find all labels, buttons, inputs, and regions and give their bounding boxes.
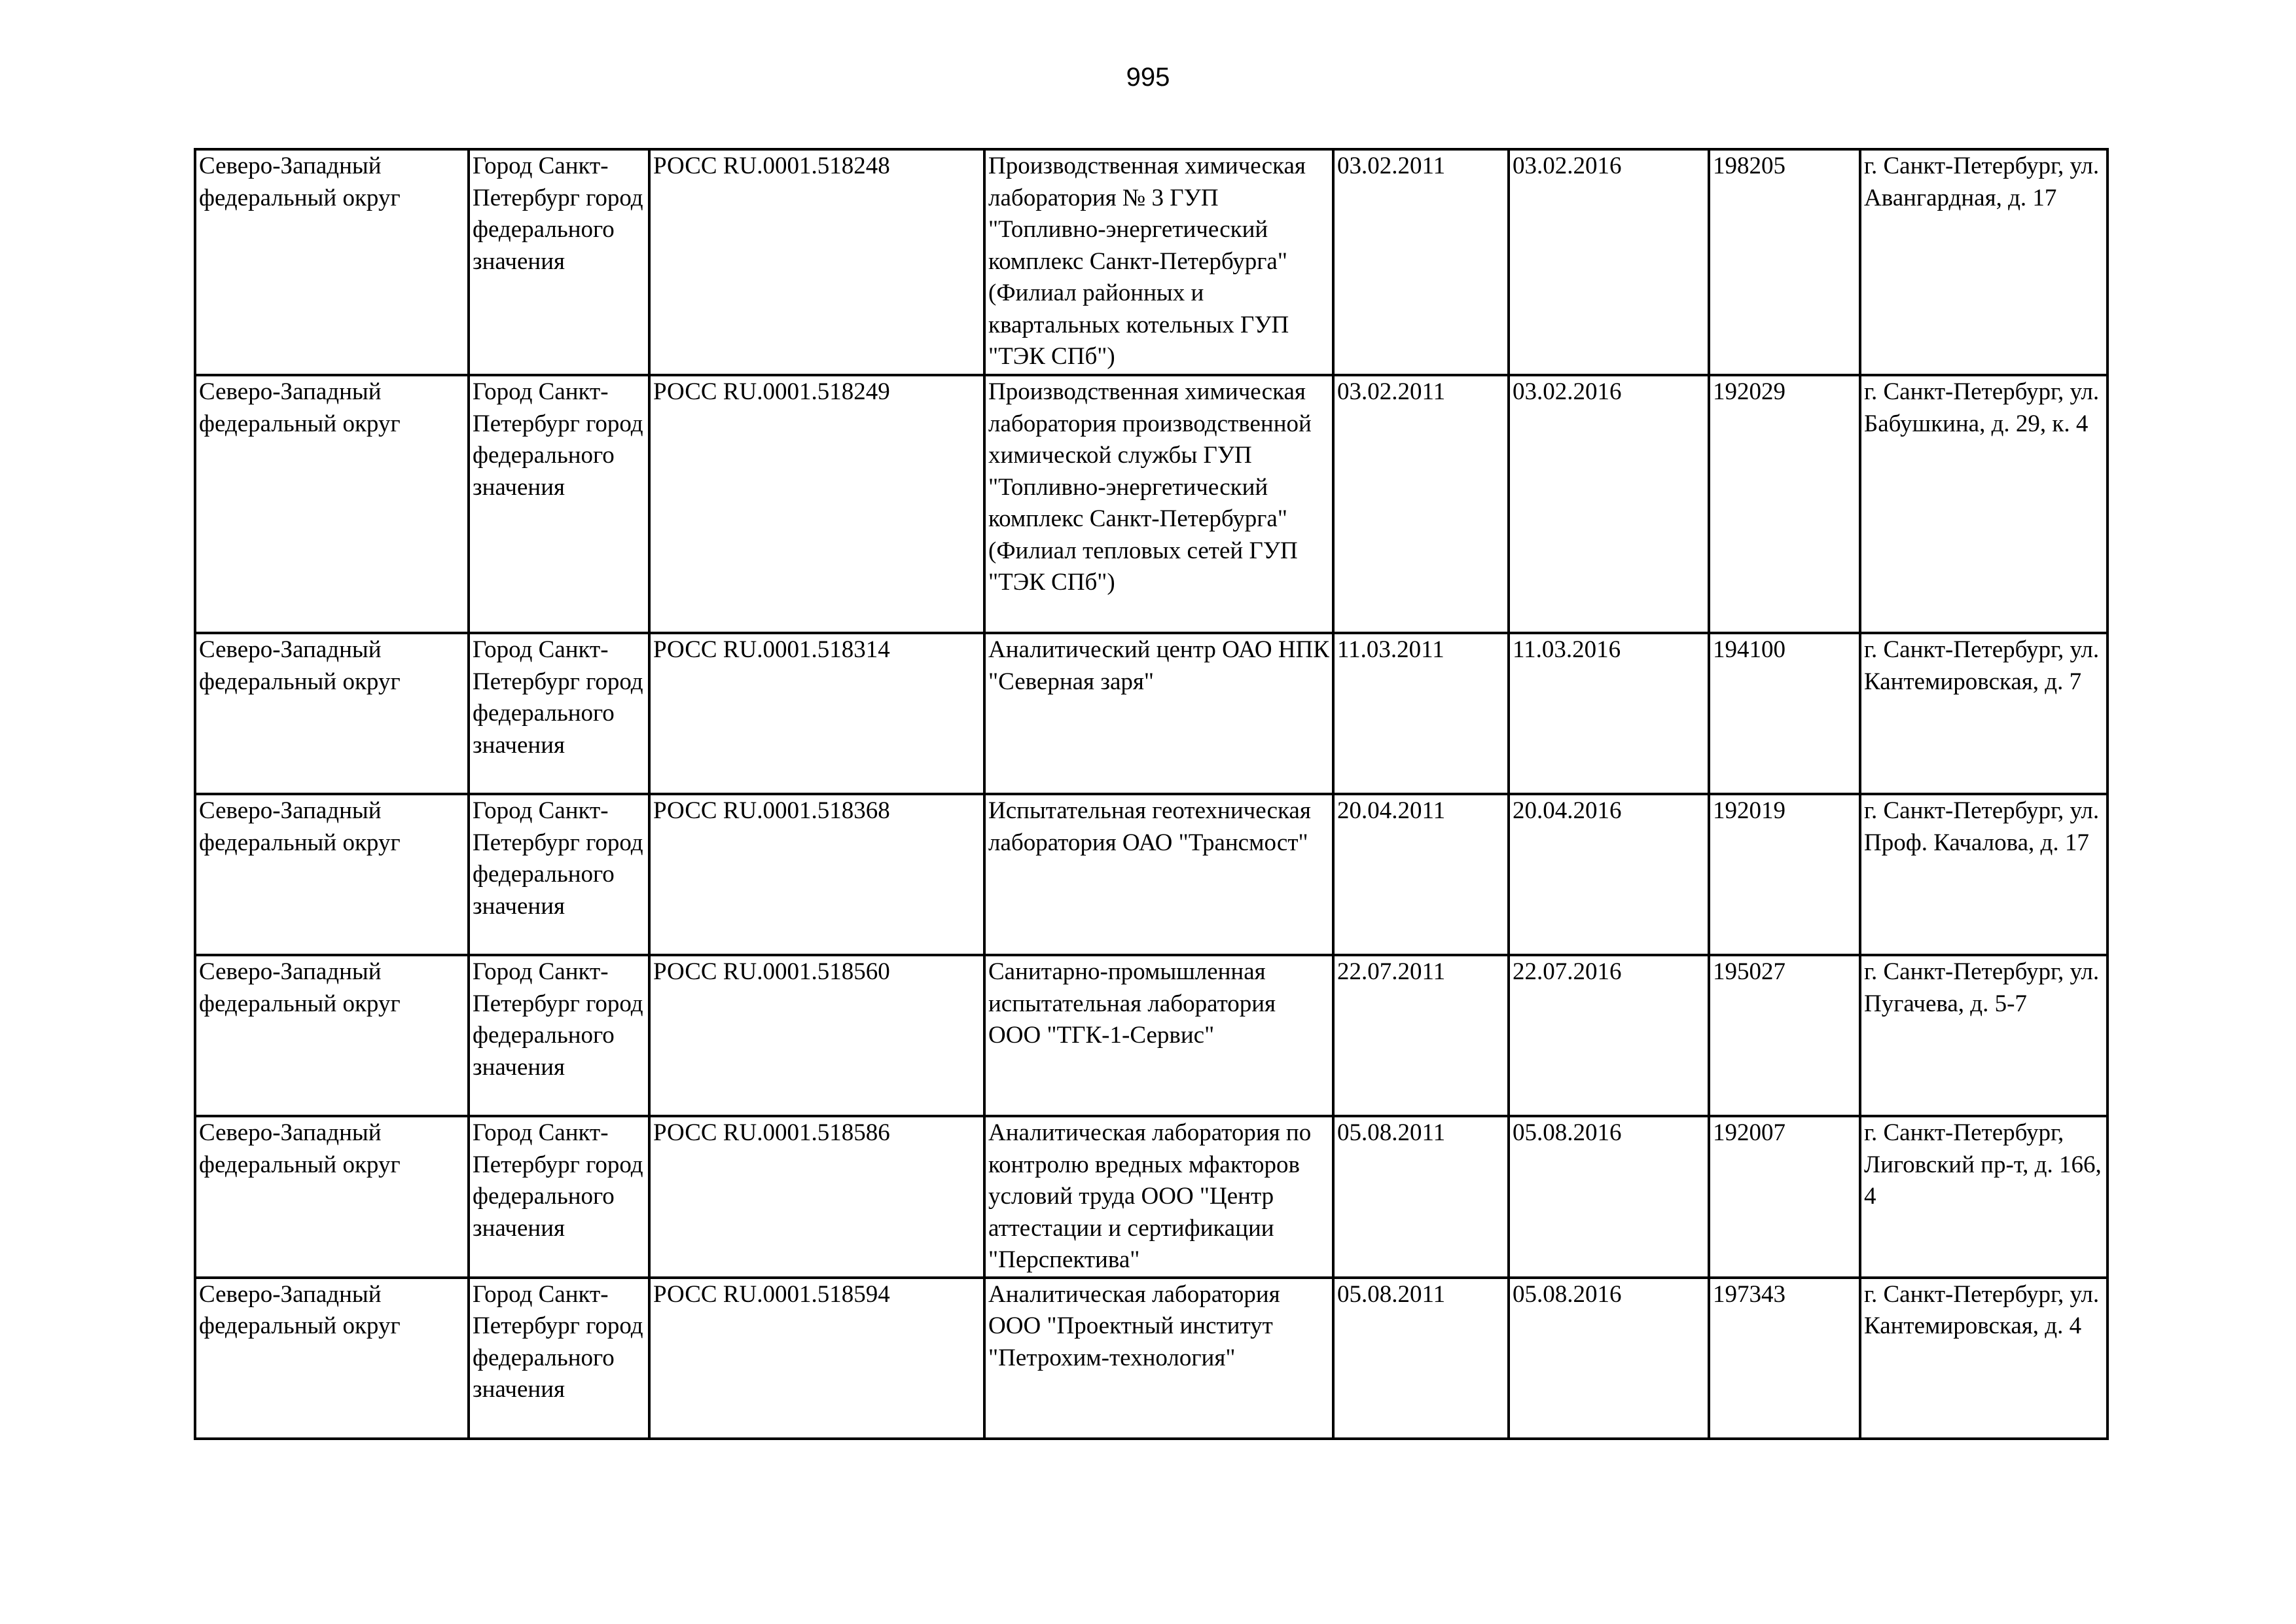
expiry-date-cell: 05.08.2016 (1509, 1278, 1709, 1439)
postcode-cell: 195027 (1709, 955, 1860, 1116)
district-cell: Северо-Западный федеральный округ (195, 149, 469, 375)
expiry-date-cell: 03.02.2016 (1509, 375, 1709, 633)
region-cell: Город Санкт-Петербург город федерального значения (469, 1116, 649, 1278)
issue-date-cell: 05.08.2011 (1333, 1116, 1509, 1278)
certificate-number-cell: РОСС RU.0001.518586 (649, 1116, 984, 1278)
laboratory-name-cell: Производственная химическая лаборатория производственной химической службы ГУП "Топливно-энергетический комплекс Санкт-Петербурга" (Филиал тепловых сетей ГУП "ТЭК СПб") (984, 375, 1333, 633)
issue-date-cell: 11.03.2011 (1333, 633, 1509, 794)
laboratory-name-cell: Аналитическая лаборатория по контролю вредных мфакторов условий труда ООО "Центр аттестации и сертификации "Перспектива" (984, 1116, 1333, 1278)
region-cell: Город Санкт-Петербург город федерального значения (469, 955, 649, 1116)
issue-date-cell: 03.02.2011 (1333, 149, 1509, 375)
certificate-number-cell: РОСС RU.0001.518314 (649, 633, 984, 794)
table-row (195, 1278, 2108, 1439)
address-cell: г. Санкт-Петербург, ул. Пугачева, д. 5-7 (1860, 955, 2108, 1116)
address-cell: г. Санкт-Петербург, ул. Бабушкина, д. 29, к. 4 (1860, 375, 2108, 633)
issue-date-cell: 20.04.2011 (1333, 794, 1509, 955)
table-row (195, 1116, 2108, 1278)
district-cell: Северо-Западный федеральный округ (195, 955, 469, 1116)
address-cell: г. Санкт-Петербург, ул. Кантемировская, д. 4 (1860, 1278, 2108, 1439)
issue-date-cell: 05.08.2011 (1333, 1278, 1509, 1439)
expiry-date-cell: 11.03.2016 (1509, 633, 1709, 794)
postcode-cell: 192029 (1709, 375, 1860, 633)
laboratory-name-cell: Санитарно-промышленная испытательная лаборатория ООО "ТГК-1-Сервис" (984, 955, 1333, 1116)
district-cell: Северо-Западный федеральный округ (195, 375, 469, 633)
postcode-cell: 192019 (1709, 794, 1860, 955)
table-row (195, 375, 2108, 633)
region-cell: Город Санкт-Петербург город федерального значения (469, 794, 649, 955)
district-cell: Северо-Западный федеральный округ (195, 1116, 469, 1278)
address-cell: г. Санкт-Петербург, ул. Проф. Качалова, д. 17 (1860, 794, 2108, 955)
table-row (195, 633, 2108, 794)
address-cell: г. Санкт-Петербург, ул. Авангардная, д. 17 (1860, 149, 2108, 375)
certificate-number-cell: РОСС RU.0001.518594 (649, 1278, 984, 1439)
table-row (195, 794, 2108, 955)
expiry-date-cell: 20.04.2016 (1509, 794, 1709, 955)
issue-date-cell: 03.02.2011 (1333, 375, 1509, 633)
expiry-date-cell: 03.02.2016 (1509, 149, 1709, 375)
laboratory-name-cell: Аналитическая лаборатория ООО "Проектный институт "Петрохим-технология" (984, 1278, 1333, 1439)
page-number: 995 (1126, 63, 1170, 92)
region-cell: Город Санкт-Петербург город федерального значения (469, 375, 649, 633)
district-cell: Северо-Западный федеральный округ (195, 794, 469, 955)
certificate-number-cell: РОСС RU.0001.518249 (649, 375, 984, 633)
postcode-cell: 194100 (1709, 633, 1860, 794)
postcode-cell: 192007 (1709, 1116, 1860, 1278)
laboratory-name-cell: Аналитический центр ОАО НПК "Северная заря" (984, 633, 1333, 794)
issue-date-cell: 22.07.2011 (1333, 955, 1509, 1116)
certificate-number-cell: РОСС RU.0001.518248 (649, 149, 984, 375)
certificate-number-cell: РОСС RU.0001.518560 (649, 955, 984, 1116)
expiry-date-cell: 22.07.2016 (1509, 955, 1709, 1116)
address-cell: г. Санкт-Петербург, ул. Кантемировская, д. 7 (1860, 633, 2108, 794)
certificate-number-cell: РОСС RU.0001.518368 (649, 794, 984, 955)
postcode-cell: 198205 (1709, 149, 1860, 375)
postcode-cell: 197343 (1709, 1278, 1860, 1439)
district-cell: Северо-Западный федеральный округ (195, 633, 469, 794)
region-cell: Город Санкт-Петербург город федерального значения (469, 633, 649, 794)
region-cell: Город Санкт-Петербург город федерального значения (469, 149, 649, 375)
laboratory-name-cell: Испытательная геотехническая лаборатория ОАО "Трансмост" (984, 794, 1333, 955)
expiry-date-cell: 05.08.2016 (1509, 1116, 1709, 1278)
table-row (195, 955, 2108, 1116)
table-row (195, 149, 2108, 375)
registry-table (194, 148, 2109, 1440)
district-cell: Северо-Западный федеральный округ (195, 1278, 469, 1439)
laboratory-name-cell: Производственная химическая лаборатория № 3 ГУП "Топливно-энергетический комплекс Санкт-Петербурга" (Филиал районных и квартальных котельных ГУП "ТЭК СПб") (984, 149, 1333, 375)
region-cell: Город Санкт-Петербург город федерального значения (469, 1278, 649, 1439)
address-cell: г. Санкт-Петербург, Лиговский пр-т, д. 166, 4 (1860, 1116, 2108, 1278)
